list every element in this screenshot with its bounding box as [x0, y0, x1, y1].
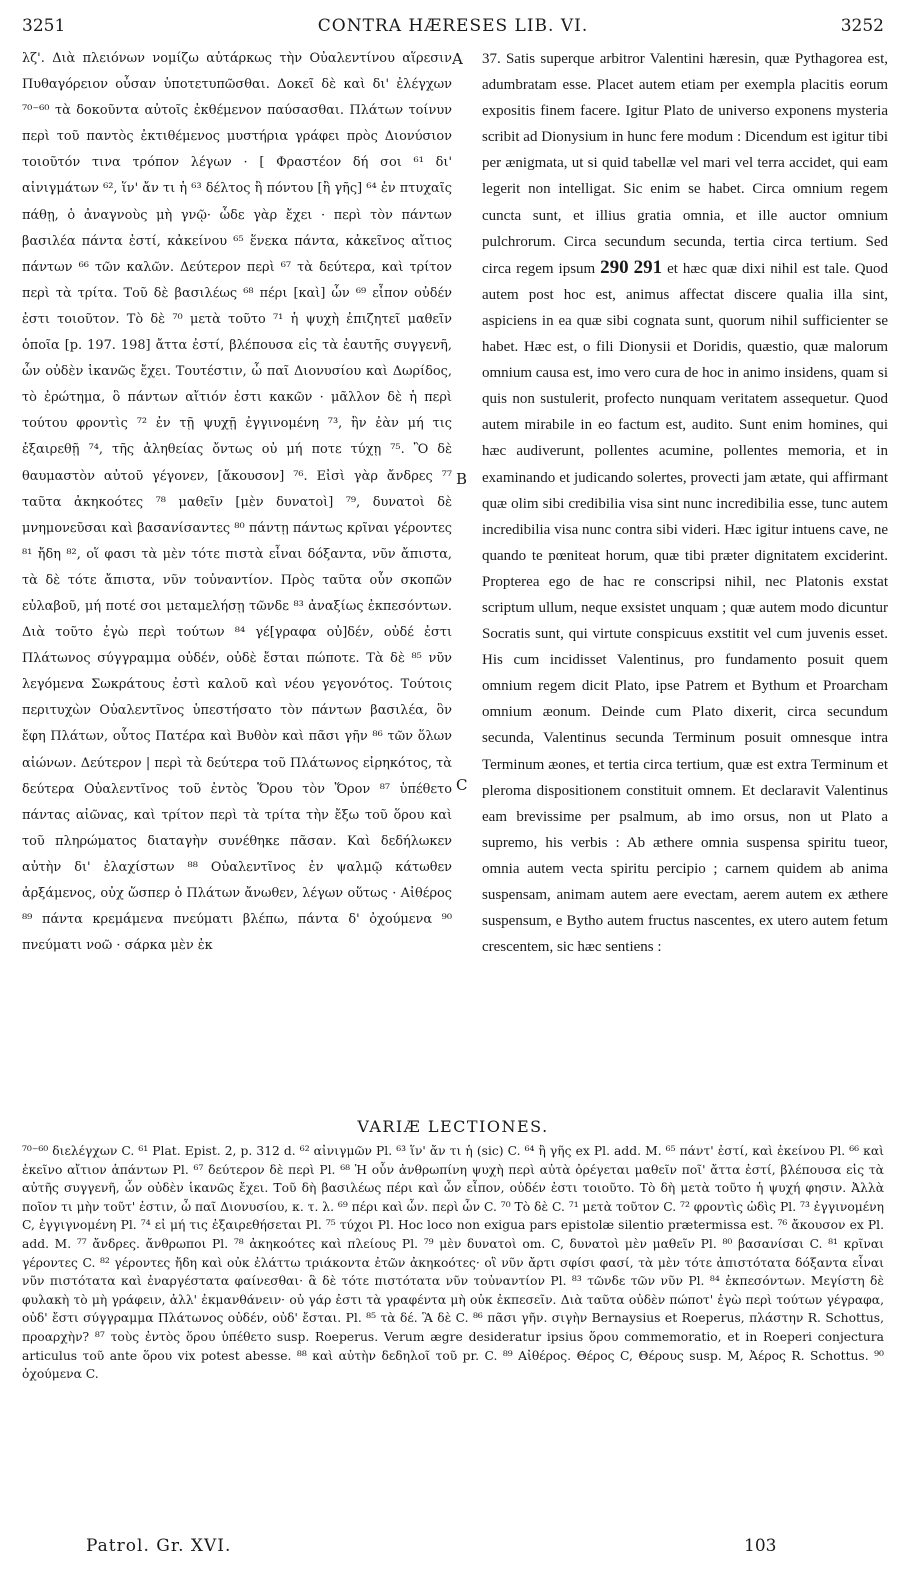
variae-text: ⁷⁰⁻⁶⁰ διελέγχων C. ⁶¹ Plat. Epist. 2, p. 312 d. ⁶² αἰνιγμῶν Pl. ⁶³ ἵν' ἄν τι ἡ (sic) C. ⁶⁴ ἢ γῆς ex Pl. add. M. ⁶⁵ πάντ' ἐστί, καὶ ἐκείνου Pl. ⁶⁶ καὶ ἐκεῖνο αἴτιον ἁπάντων Pl. ⁶⁷ δεύτερον δὲ περὶ Pl. ⁶⁸ Ἡ οὖν ἀνθρωπίνη ψυχὴ περὶ αὐτὰ ὀρέγεται μαθεῖν ποῖ' ἄττα ἐστί, βλέπουσα εἰς τὰ αὐτῆς συγγενῆ, ὧν οὐδὲν ἱκανῶς ἔχει. Τοῦ δὴ βασιλέως πέρι καὶ ὧν εἶπον, οὐδέν ἐστι τοιοῦτο. Τὸ δὴ μετὰ τοῦτο ἡ ψυχή φησιν. Ἀλλὰ ποῖον τι μὴν τοῦτ' ἐστιν, ὦ παῖ Διονυσίου, κ. τ. λ. ⁶⁹ πέρι καὶ ὧν. περὶ ὧν C. ⁷⁰ Τὸ δὲ C. ⁷¹ μετὰ τοῦτον C. ⁷² φροντὶς ὠδὶς Pl. ⁷³ ἐγγινομένη C, ἐγγιγνομένη Pl. ⁷⁴ εἰ μή τις ἐξαιρεθήσεται Pl. ⁷⁵ τύχοι Pl. Hoc loco non exigua pars epistolæ silentio prætermissa est. ⁷⁶ ἄκουσον ex Pl. add. M. ⁷⁷ ἄνδρες. ἄνθρωποι Pl. ⁷⁸ ἀκηκοότες καὶ πλείους Pl. ⁷⁹ μὲν δυνατοὶ om. C, δυνατοὶ μὲν μαθεῖν Pl. ⁸⁰ βασανίσαι C. ⁸¹ κρῖναι γέροντες C. ⁸² γέροντες ἤδη καὶ οὐκ ἐλάττω τριάκοντα ἐτῶν ἀκηκοότες· οἳ νῦν ἄρτι σφίσι φασί, τὰ μὲν τότε ἀπιστότατα δόξαντα εἶναι νῦν πιστότατα καὶ ἐναργέστατα φαίνεσθαι· ἃ δὲ τότε πιστότατα νῦν τοὐναντίον Pl. ⁸³ τῶνδε τῶν νῦν Pl. ⁸⁴ ἐκπεσόντων. Μεγίστη δὲ φυλακὴ τὸ μὴ γράφειν, ἀλλ' ἐκμανθάνειν· οὐ γάρ ἐστι τὰ γραφέντα μὴ οὐκ ἐκπεσεῖν. Διὰ ταῦτα οὐδὲν πώποτ' ἐγὼ περὶ τούτων γέγραφα, οὐδ' ἔστι σύγγραμμα Πλάτωνος οὐδέν, οὐδ' ἔσται. Pl. ⁸⁵ τὰ δέ. Ἃ δὲ C. ⁸⁶ πᾶσι γῆν. σιγὴν Bernaysius et Roeperus, πλάστην R. Schottus, προαρχὴν? ⁸⁷ τοὺς ἐντὸς ὅρου ὑπέθετο susp. Roeperus. Verum ægre desideratur ipsius ὅρου commemoratio, et in Roeperi conjectura articulus τοῦ ante ὅρου vix potest abesse. ⁸⁸ καὶ αὐτὴν δεδηλοῖ τοῦ pr. C. ⁸⁹ Αἰθέρος. Θέρος C, Θέρους susp. M, Ἀέρος R. Schottus. ⁹⁰ ὀχούμενα C.	[22, 1144, 884, 1382]
greek-text: λζ'. Διὰ πλειόνων νομίζω αὐτάρκως τὴν Οὐαλεντίνου αἵρεσιν Πυθαγόρειον οὖσαν ὑποτετυπῶσθαι. Δοκεῖ δὲ καὶ δι' ἐλέγχων ⁷⁰⁻⁶⁰ τὰ δοκοῦντα αὐτοῖς ἐκθέμενον παύσασθαι. Πλάτων τοίνυν περὶ τοῦ παντὸς ἐκτιθέμενος μυστήρια γράφει πρὸς Διονύσιον τοιοῦτόν τινα τρόπον λέγων · [ Φραστέον δή σοι ⁶¹ δι' αἰνιγμάτων ⁶², ἵν' ἄν τι ἡ ⁶³ δέλτος ἢ πόντου [ἢ γῆς] ⁶⁴ ἐν πτυχαῖς πάθῃ, ὁ ἀναγνοὺς μὴ γνῷ· ὧδε γὰρ ἔχει · περὶ τὸν πάντων βασιλέα πάντα ἐστί, κἀκείνου ⁶⁵ ἕνεκα πάντα, κἀκεῖνος αἴτιος πάντων ⁶⁶ τῶν καλῶν. Δεύτερον περὶ ⁶⁷ τὰ δεύτερα, καὶ τρίτον περὶ τὰ τρίτα. Τοῦ δὲ βασιλέως ⁶⁸ πέρι [καὶ] ὧν ⁶⁹ εἶπον οὐδέν ἐστι τοιοῦτον. Τὸ δὲ ⁷⁰ μετὰ τοῦτο ⁷¹ ἡ ψυχὴ ἐπιζητεῖ μαθεῖν ὁποῖα [p. 197. 198] ἄττα ἐστί, βλέπουσα εἰς τὰ ἑαυτῆς συγγενῆ, ὧν οὐδὲν ἱκανῶς ἔχει. Τουτέστιν, ὦ παῖ Διονυσίου καὶ Δωρίδος, τὸ ἐρώτημα, ὃ πάντων αἴτιόν ἐστι κακῶν · μᾶλλον δὲ ἡ περὶ τούτου φροντὶς ⁷² ἐν τῇ ψυχῇ ἐγγινομένη ⁷³, ἣν ἐὰν μή τις ἐξαιρεθῇ ⁷⁴, τῆς ἀληθείας ὄντως οὐ μή ποτε τύχῃ ⁷⁵. Ὃ δὲ θαυμαστὸν αὐτοῦ γέγονεν, [ἄκουσον] ⁷⁶. Εἰσὶ γὰρ ἄνδρες ⁷⁷ ταῦτα ἀκηκοότες ⁷⁸ μαθεῖν [μὲν δυνατοὶ] ⁷⁹, δυνατοὶ δὲ μνημονεῦσαι καὶ βασανίσαντες ⁸⁰ πάντῃ πάντως κρῖναι γέροντες ⁸¹ ἤδη ⁸², οἵ φασι τὰ μὲν τότε πιστὰ εἶναι δόξαντα, νῦν ἄπιστα, τὰ δὲ τότε ἄπιστα, νῦν τοὐναντίον. Πρὸς ταῦτα οὖν σκοπῶν εὐλαβοῦ, μή ποτέ σοι μεταμελήσῃ τῶνδε ⁸³ ἀναξίως ἐκπεσόντων. Διὰ τοῦτο ἐγὼ περὶ τούτων ⁸⁴ γέ[γραφα οὐ]δέν, οὐδέ ἐστι Πλάτωνος σύγγραμμα οὐδέν, οὐδὲ ἔσται πώποτε. Τὰ δὲ ⁸⁵ νῦν λεγόμενα Σωκράτους ἐστὶ καλοῦ καὶ νέου γεγονότος. Τούτοις περιτυχὼν Οὐαλεντῖνος ὑπεστήσατο τὸν πάντων βασιλέα, ὃν ἔφη Πλάτων, οὗτος Πατέρα καὶ Βυθὸν καὶ πᾶσι γῆν ⁸⁶ τῶν ὅλων αἰώνων. Δεύτερον | περὶ τὰ δεύτερα τοῦ Πλάτωνος εἰρηκότος, τὰ δεύτερα Οὐαλεντῖνος τοῦ ἐντὸς Ὅρου τὸν Ὅρον ⁸⁷ ὑπέθετο πάντας αἰῶνας, καὶ τρίτον περὶ τὰ τρίτα τὴν ἔξω τοῦ ὅρου καὶ τοῦ πληρώματος διαταγὴν συνέθηκε πᾶσαν. Καὶ δεδήλωκεν αὐτὴν δι' ἐλαχίστων ⁸⁸ Οὐαλεντῖνος ἐν ψαλμῷ κάτωθεν ἀρξάμενος, οὐχ ὥσπερ ὁ Πλάτων ἄνωθεν, λέγων οὕτως · Αἰθέρος ⁸⁹ πάντα κρεμάμενα πνεύματι βλέπω, πάντα δ' ὀχούμενα ⁹⁰ πνεύματι νοῶ · σάρκα μὲν ἐκ	[22, 51, 452, 954]
latin-text	[482, 46, 888, 960]
latin-text-part-1: 37. Satis superque arbitror Valentini hæresin, quæ Pythagorea est, adumbratam esse. Placet autem etiam per exempla placitis eorum expositis finem facere. Igitur Plato de universo exponens mysteria scribit ad Dionysium in hunc fere modum : Dicendum est igitur tibi per ænigmata, ut si quid tabellæ vel mari vel terra accidet, qui eam legerit non intelligat. Sic enim se habet. Circa omnium regem cuncta sunt, et illius gratia omnia, et ille auctor omnium pulchrorum. Circa secundum secunda, tertia circa tertium. Sed circa regem ipsum	[482, 51, 888, 277]
greek-column	[22, 46, 452, 1104]
variae-lectiones-heading: VARIÆ LECTIONES.	[357, 1117, 549, 1136]
margin-marker-c: C	[456, 776, 468, 794]
column-number-290: 290	[600, 256, 629, 278]
page-number-left: 3251	[22, 16, 66, 36]
variae-lectiones	[22, 1142, 884, 1517]
latin-text-part-2: et hæc quæ dixi nihil est tale. Quod autem post hoc est, animus affectat discere qualia illa sint, aspiciens in ea quæ sibi cognata sunt, quorum nihil sufficienter se habet. Hæc est, o fili Dionysii et Doridis, quæstio, quæ malorum omnium causa est, imo vero cura de hoc in animo insidens, quam si quis non sustulerit, profecto nunquam veritatem assequetur. Quod autem mirabile in eo factum est, audito. Sunt enim homines, qui hæc audiverunt, pollentes acumine, pollentes memoria, et in examinando et judicando solertes, provecti jam ætate, qui affirmant quæ olim sibi credibilia visa sint nunc incredibilia esse, tunc autem incredibilia visa nunc contra sibi videri. Hæc igitur intuens cave, ne quando te pœniteat horum, quæ tibi præter dignitatem exciderint. Propterea ego de hac re conscripsi nihil, nec Platonis exstat scriptum ullum, neque exsistet unquam ; quæ autem modo dicuntur Socratis sunt, qui virtute conspicuus exstitit vel cum juvenis esset. His cum incidisset Valentinus, pro fundamento posuit quem omnium regem dicit Plato, ipse Patrem et Bythum et Proarcham omnium æonum. Deinde cum Plato dixerit, circa secundum secunda, Valentinus secunda Terminum posuit omnesque intra Terminum æones, et tertia circa tertium, quæ est extra Terminum et pleroma dispositionem constituit omnem. Et declaravit Valentinus eam brevissime per psalmum, ab imo orsus, non ut Plato a supremo, his verbis : Ab æthere omnia suspensa spiritu tueor, omnia autem vecta spiritu percipio ; carnem quidem ab anima suspensam, animam autem aere evectam, aerem autem ex æthere suspensum, e Bytho autem fructus nascentes, ex utero autem fetum crescentem, sic hæc sentiens :	[482, 260, 888, 956]
footer-signature: 103	[744, 1536, 777, 1556]
running-header	[22, 16, 884, 38]
running-title: CONTRA HÆRESES LIB. VI.	[317, 16, 589, 36]
column-number-291: 291	[633, 256, 663, 278]
footer-series: Patrol. Gr. XVI.	[86, 1536, 232, 1556]
page-number-right: 3252	[840, 16, 884, 36]
margin-marker-b: B	[456, 470, 468, 488]
margin-marker-a: A	[452, 50, 463, 68]
latin-column	[482, 46, 888, 1104]
